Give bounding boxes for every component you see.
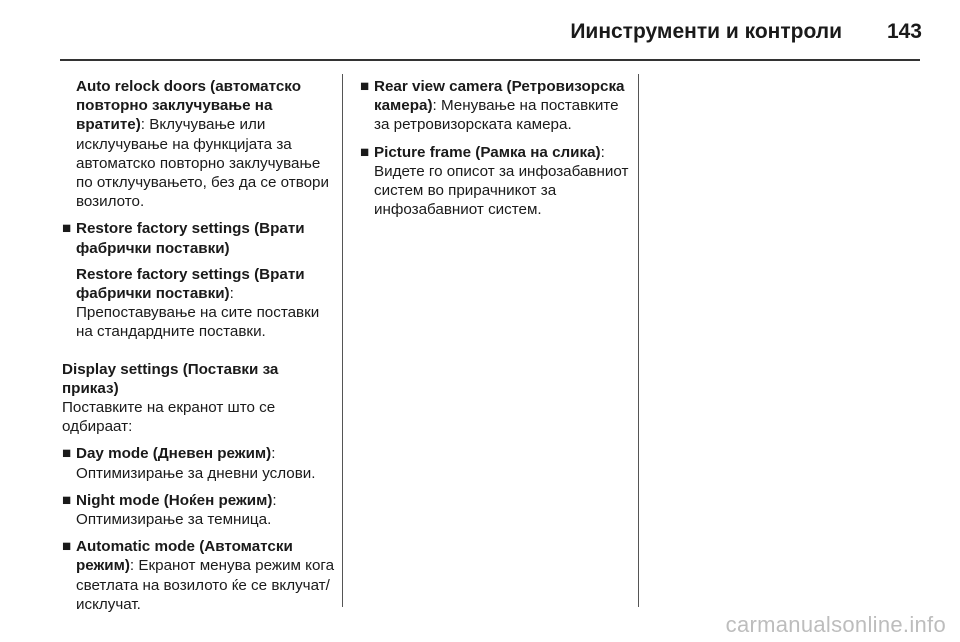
automatic-mode-label: Automatic mode (Автоматски режим): [76, 538, 293, 575]
list-item: [62, 444, 338, 482]
bullet-square-icon: ■: [360, 78, 370, 95]
list-item: [62, 491, 338, 529]
restore-bullet-label: Restore factory settings (Врати фабрички поставки): [76, 220, 305, 257]
page-header: [0, 0, 960, 62]
bullet-square-icon: ■: [62, 445, 72, 463]
bullet-square-icon: ■: [62, 538, 72, 556]
display-settings-intro: Поставките на екранот што се одбираат:: [62, 399, 276, 436]
list-item: [62, 537, 338, 614]
watermark: carmanualsonline.info: [725, 612, 946, 637]
page-number: 143: [886, 20, 922, 43]
autorelock-paragraph: [76, 77, 338, 211]
day-mode-label: Day mode (Дневен режим): [76, 445, 272, 463]
picture-frame-label: Picture frame (Рамка на слика): [374, 143, 601, 161]
night-mode-label: Night mode (Ноќен режим): [76, 491, 273, 509]
bullet-square-icon: ■: [62, 491, 72, 509]
display-settings-heading: Display settings (Поставки за приказ): [62, 360, 279, 397]
column-divider-left: [342, 74, 343, 607]
automatic-mode-text: : Екранот менува режим кога светлата на возилото ќе се вклучат/исклучат.: [76, 557, 335, 613]
column-divider-right: [638, 74, 639, 607]
right-column: [360, 77, 632, 219]
rear-camera-text: : Менување на поставките за ретровизорската камера.: [374, 97, 619, 134]
restore-bullet: [62, 219, 338, 257]
left-column: [62, 77, 338, 614]
restore-paragraph: [76, 265, 338, 342]
bullet-square-icon: ■: [360, 143, 370, 161]
picture-frame-text: : Видете го описот за инфозабавниот систем во прирачникот за инфозабавниот систем.: [374, 143, 629, 219]
restore-label: Restore factory settings (Врати фабрички поставки): [76, 265, 305, 303]
day-mode-text: : Оптимизирање за дневни услови.: [76, 445, 316, 482]
autorelock-label: Auto relock doors (автоматско повторно заклучување на вратите): [76, 78, 301, 134]
header-title: Иинструменти и контроли: [570, 20, 842, 43]
restore-text: : Препоставување на сите поставки на стандардните поставки.: [76, 285, 320, 341]
night-mode-text: : Оптимизирање за темница.: [76, 491, 277, 529]
list-item: [360, 77, 632, 135]
bullet-square-icon: ■: [62, 220, 72, 238]
autorelock-text: : Вклучување или исклучување на функцијата за автоматско повторно заклучување по отклучувањето, без да се отвори возилото.: [76, 116, 329, 211]
rear-camera-label: Rear view camera (Ретровизорска камера): [374, 78, 625, 115]
header-rule: [60, 59, 920, 61]
list-item: [360, 143, 632, 220]
